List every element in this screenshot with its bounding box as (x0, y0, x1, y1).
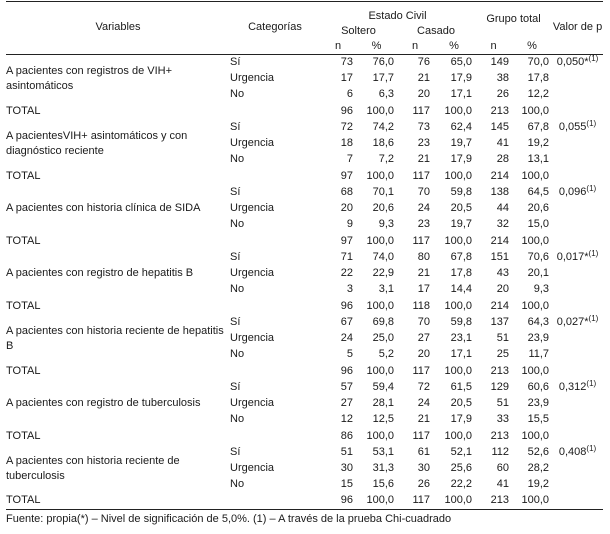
total-total-n: 213 (490, 429, 510, 442)
cell-total-pct: 19,2 (527, 478, 550, 490)
total-soltero-n: 97 (340, 234, 353, 247)
category-label: Urgencia (230, 72, 275, 84)
total-row (6, 168, 603, 185)
cell-total-n: 32 (496, 218, 510, 230)
total-casado-pct: 100,0 (433, 493, 475, 510)
total-label: TOTAL (6, 364, 41, 377)
cell-soltero-pct: 28,1 (372, 397, 394, 409)
cell-total-pct: 20,1 (527, 267, 550, 279)
p-value-note: (1) (586, 183, 597, 193)
cell-total-n: 129 (490, 381, 510, 393)
cell-soltero-n: 15 (340, 478, 353, 490)
total-total-n: 213 (490, 104, 510, 117)
cell-casado-pct: 62,4 (450, 121, 473, 133)
total-p-empty (552, 103, 603, 120)
cell-total-pct: 9,3 (533, 283, 550, 295)
cell-casado-n: 17 (417, 283, 430, 295)
p-value: 0,312 (558, 380, 587, 393)
table-row (6, 55, 603, 71)
cell-total-pct: 52,6 (527, 446, 550, 458)
total-row (6, 298, 603, 315)
cell-soltero-pct: 3,1 (378, 283, 394, 295)
cell-soltero-pct: 17,7 (372, 72, 394, 84)
cell-soltero-n: 67 (340, 316, 353, 328)
p-value: 0,055 (558, 120, 587, 133)
header-casado: Casado (417, 24, 455, 37)
category-label: No (230, 153, 245, 165)
p-value-cell (552, 250, 603, 298)
cell-casado-n: 76 (417, 56, 430, 69)
cell-soltero-n: 7 (346, 153, 353, 165)
cell-casado-n: 21 (417, 413, 430, 425)
total-category-empty (230, 363, 320, 380)
total-casado-n: 117 (412, 104, 430, 117)
cell-soltero-n: 18 (340, 137, 353, 149)
p-value: 0,050* (556, 56, 589, 68)
results-table (6, 1, 603, 510)
category-label: Sí (230, 316, 241, 328)
cell-casado-pct: 65,0 (450, 56, 473, 69)
total-row (6, 103, 603, 120)
cell-casado-n: 21 (417, 153, 430, 165)
cell-total-pct: 17,8 (527, 72, 550, 84)
total-row (6, 363, 603, 380)
p-value: 0,017* (556, 250, 589, 263)
cell-soltero-pct: 31,3 (372, 462, 394, 474)
cell-soltero-pct: 15,6 (372, 478, 394, 490)
cell-soltero-n: 3 (346, 283, 353, 295)
total-total-pct: 100,0 (521, 234, 550, 247)
cell-casado-pct: 20,5 (450, 397, 473, 409)
total-soltero-n: 86 (340, 429, 353, 442)
cell-total-n: 145 (490, 121, 510, 133)
category-label: No (230, 478, 245, 490)
cell-total-pct: 60,6 (527, 381, 550, 393)
cell-total-n: 137 (490, 316, 510, 328)
cell-soltero-n: 17 (340, 72, 353, 84)
cell-casado-n: 73 (417, 121, 430, 133)
total-casado-n: 117 (412, 169, 430, 182)
cell-casado-n: 27 (417, 332, 430, 344)
cell-total-n: 38 (496, 72, 510, 84)
total-total-pct: 100,0 (521, 104, 550, 117)
total-total-pct: 100,0 (521, 169, 550, 182)
category-label: No (230, 88, 245, 100)
cell-casado-n: 61 (417, 446, 430, 458)
header-total-n: n (475, 39, 512, 55)
table-row (6, 445, 603, 461)
table-row (6, 120, 603, 136)
variable-label: A pacientes con historia clínica de SIDA (6, 202, 201, 214)
cell-soltero-n: 24 (340, 332, 353, 344)
p-value-cell (552, 315, 603, 363)
cell-total-pct: 19,2 (527, 137, 550, 149)
p-value-cell (552, 55, 603, 103)
total-total-n: 213 (490, 364, 510, 377)
p-value: 0,027* (556, 315, 589, 328)
category-label: Urgencia (230, 462, 275, 474)
category-label: No (230, 348, 245, 360)
total-casado-pct: 100,0 (444, 104, 473, 117)
cell-soltero-pct: 76,0 (372, 56, 394, 69)
cell-casado-pct: 17,9 (450, 72, 473, 84)
p-value-note: (1) (586, 443, 597, 453)
cell-casado-pct: 14,4 (450, 283, 473, 295)
variable-label: A pacientes con registro de tuberculosis (6, 397, 201, 409)
total-casado-n: 117 (412, 429, 430, 442)
cell-total-pct: 23,9 (527, 397, 550, 409)
total-total-pct: 100,0 (521, 429, 550, 442)
cell-total-n: 25 (496, 348, 510, 360)
category-label: No (230, 283, 245, 295)
total-category-empty (230, 103, 320, 120)
cell-casado-pct: 59,8 (450, 316, 473, 328)
category-label: No (230, 218, 245, 230)
total-casado-pct: 100,0 (444, 429, 473, 442)
results-table-container (6, 1, 603, 510)
total-p-empty (552, 428, 603, 445)
cell-soltero-n: 73 (340, 56, 353, 69)
total-row (6, 428, 603, 445)
cell-total-pct: 12,2 (527, 88, 550, 100)
cell-total-n: 41 (496, 478, 510, 490)
header-soltero-n: n (320, 39, 356, 55)
cell-casado-pct: 61,5 (450, 381, 473, 393)
total-category-empty (230, 493, 320, 510)
cell-soltero-pct: 25,0 (372, 332, 394, 344)
cell-soltero-n: 5 (346, 348, 353, 360)
total-soltero-pct: 100,0 (366, 169, 394, 182)
category-label: Urgencia (230, 332, 275, 344)
category-label: Urgencia (230, 397, 275, 409)
category-label: Sí (230, 121, 241, 133)
cell-soltero-n: 30 (340, 462, 353, 474)
total-soltero-pct: 100,0 (366, 364, 394, 377)
cell-soltero-pct: 20,6 (372, 202, 394, 214)
cell-total-n: 151 (490, 251, 510, 263)
p-value-note: (1) (586, 118, 597, 128)
total-label: TOTAL (6, 169, 41, 182)
header-estado-civil: Estado Civil (320, 2, 475, 24)
cell-casado-n: 30 (417, 462, 430, 474)
cell-casado-pct: 59,8 (450, 186, 473, 198)
total-row (6, 493, 603, 510)
cell-casado-pct: 17,9 (450, 413, 473, 425)
cell-total-pct: 64,5 (527, 186, 550, 198)
total-soltero-n: 96 (320, 493, 356, 510)
cell-casado-pct: 17,1 (450, 88, 473, 100)
cell-total-n: 28 (496, 153, 510, 165)
cell-casado-n: 80 (417, 251, 430, 263)
variable-label: A pacientes con registro de hepatitis B (6, 267, 194, 279)
cell-soltero-n: 71 (340, 251, 353, 263)
cell-soltero-n: 22 (340, 267, 353, 279)
cell-casado-pct: 67,8 (450, 251, 473, 263)
cell-casado-pct: 23,1 (450, 332, 473, 344)
cell-total-pct: 20,6 (527, 202, 550, 214)
category-label: Sí (230, 446, 241, 458)
total-total-pct: 100,0 (521, 299, 550, 312)
cell-soltero-pct: 7,2 (378, 153, 394, 165)
cell-casado-n: 26 (417, 478, 430, 490)
variable-label: A pacientes con historia reciente de tuberculosis (6, 454, 180, 482)
total-label: TOTAL (6, 429, 41, 442)
cell-casado-n: 70 (417, 316, 430, 328)
cell-casado-pct: 19,7 (450, 137, 473, 149)
cell-soltero-n: 57 (340, 381, 353, 393)
total-soltero-n: 96 (340, 104, 353, 117)
total-total-n: 214 (490, 169, 510, 182)
cell-casado-n: 21 (417, 72, 430, 84)
total-soltero-pct: 100,0 (356, 493, 397, 510)
cell-total-pct: 64,3 (527, 316, 550, 328)
cell-soltero-n: 68 (340, 186, 353, 198)
category-label: Urgencia (230, 137, 275, 149)
cell-total-pct: 67,8 (527, 121, 550, 133)
total-category-empty (230, 428, 320, 445)
cell-soltero-pct: 6,3 (378, 88, 394, 100)
cell-casado-pct: 17,9 (450, 153, 473, 165)
cell-total-pct: 70,6 (527, 251, 550, 263)
header-soltero: Soltero (341, 24, 376, 37)
cell-total-pct: 13,1 (527, 153, 550, 165)
category-label: Sí (230, 251, 241, 263)
cell-soltero-pct: 74,2 (372, 121, 394, 133)
total-category-empty (230, 233, 320, 250)
header-grupo-total: Grupo total (475, 2, 552, 39)
cell-total-n: 33 (496, 413, 510, 425)
table-row (6, 380, 603, 396)
cell-casado-pct: 22,2 (450, 478, 473, 490)
cell-soltero-pct: 18,6 (372, 137, 394, 149)
p-value-cell (552, 445, 603, 493)
total-row (6, 233, 603, 250)
table-row (6, 315, 603, 331)
header-soltero-pct: % (356, 39, 397, 55)
cell-total-n: 44 (496, 202, 510, 214)
cell-total-pct: 70,0 (527, 56, 550, 69)
total-p-empty (552, 233, 603, 250)
total-soltero-n: 97 (340, 169, 353, 182)
cell-casado-n: 20 (417, 348, 430, 360)
cell-casado-n: 23 (417, 137, 430, 149)
category-label: Urgencia (230, 267, 275, 279)
p-value-cell (552, 185, 603, 233)
total-casado-n: 117 (397, 493, 433, 510)
cell-total-pct: 23,9 (527, 332, 550, 344)
p-value-note: (1) (586, 378, 597, 388)
cell-total-n: 51 (496, 397, 510, 409)
cell-total-pct: 11,7 (528, 348, 550, 360)
cell-soltero-pct: 5,2 (378, 348, 394, 360)
cell-total-n: 26 (496, 88, 510, 100)
cell-casado-n: 21 (417, 267, 430, 279)
total-total-n: 214 (490, 234, 510, 247)
cell-casado-pct: 17,8 (450, 267, 473, 279)
category-label: Sí (230, 381, 241, 393)
cell-casado-n: 20 (417, 88, 430, 100)
p-value-note: (1) (588, 248, 599, 258)
total-soltero-pct: 100,0 (366, 299, 394, 312)
total-casado-pct: 100,0 (444, 364, 473, 377)
header-casado-n: n (397, 39, 433, 55)
cell-total-n: 43 (496, 267, 510, 279)
total-soltero-pct: 100,0 (366, 234, 394, 247)
cell-soltero-n: 6 (346, 88, 353, 100)
total-soltero-pct: 100,0 (366, 429, 394, 442)
cell-soltero-n: 12 (340, 413, 353, 425)
category-label: Urgencia (230, 202, 275, 214)
category-label: No (230, 413, 245, 425)
total-p-empty (552, 493, 603, 510)
p-value-cell (552, 380, 603, 428)
header-categorias: Categorías (230, 2, 320, 55)
cell-soltero-pct: 12,5 (372, 413, 394, 425)
cell-total-pct: 15,5 (527, 413, 550, 425)
cell-total-n: 51 (496, 332, 510, 344)
total-label: TOTAL (6, 104, 41, 117)
variable-label: A pacientes con registros de VIH+ asintomáticos (6, 64, 173, 92)
cell-total-pct: 15,0 (527, 218, 550, 230)
total-total-pct: 100,0 (521, 364, 550, 377)
p-value-cell (552, 120, 603, 168)
cell-soltero-pct: 22,9 (372, 267, 394, 279)
cell-casado-n: 24 (417, 202, 430, 214)
cell-soltero-pct: 53,1 (372, 446, 394, 458)
cell-casado-n: 23 (417, 218, 430, 230)
total-total-n: 214 (490, 299, 510, 312)
header-casado-pct: % (433, 39, 475, 55)
total-total-n: 213 (475, 493, 512, 510)
cell-casado-n: 70 (417, 186, 430, 198)
cell-total-n: 112 (491, 446, 510, 458)
cell-soltero-pct: 9,3 (378, 218, 394, 230)
p-value-note: (1) (588, 313, 599, 323)
table-row (6, 185, 603, 201)
cell-soltero-pct: 59,4 (372, 381, 394, 393)
cell-casado-pct: 20,5 (450, 202, 473, 214)
total-soltero-n: 96 (340, 299, 353, 312)
cell-total-pct: 28,2 (527, 462, 550, 474)
header-total-pct: % (512, 39, 552, 55)
cell-casado-n: 72 (417, 381, 430, 393)
p-value: 0,408 (558, 445, 587, 458)
cell-soltero-n: 72 (340, 121, 353, 133)
cell-soltero-n: 51 (340, 446, 353, 458)
cell-soltero-n: 9 (346, 218, 353, 230)
cell-soltero-n: 27 (340, 397, 353, 409)
total-category-empty (230, 168, 320, 185)
cell-total-n: 41 (496, 137, 510, 149)
total-p-empty (552, 363, 603, 380)
cell-casado-pct: 17,1 (450, 348, 473, 360)
cell-soltero-pct: 74,0 (372, 251, 394, 263)
p-value-note: (1) (588, 54, 599, 63)
cell-casado-pct: 25,6 (450, 462, 473, 474)
cell-total-n: 149 (490, 56, 510, 69)
cell-total-n: 60 (496, 462, 510, 474)
cell-soltero-n: 20 (340, 202, 353, 214)
total-label: TOTAL (6, 234, 41, 247)
variable-label: A pacientesVIH+ asintomáticos y con diagnóstico reciente (6, 129, 188, 157)
total-casado-n: 117 (412, 234, 430, 247)
total-casado-pct: 100,0 (444, 234, 473, 247)
cell-total-n: 20 (496, 283, 510, 295)
variable-label: A pacientes con historia reciente de hepatitis B (6, 324, 224, 352)
cell-casado-n: 24 (417, 397, 430, 409)
total-total-pct: 100,0 (512, 493, 552, 510)
category-label: Sí (230, 56, 241, 69)
cell-soltero-pct: 70,1 (372, 186, 394, 198)
total-label: TOTAL (6, 299, 41, 312)
header-variables: Variables (6, 2, 230, 55)
total-casado-pct: 100,0 (444, 299, 473, 312)
table-footnote: Fuente: propia(*) – Nivel de significación de 5,0%. (1) – A través de la prueba Chi-cuadrado (6, 513, 452, 525)
total-casado-pct: 100,0 (444, 169, 473, 182)
header-valor-p: Valor de p (552, 2, 603, 55)
cell-total-n: 138 (490, 186, 510, 198)
cell-casado-pct: 52,1 (450, 446, 473, 458)
total-soltero-pct: 100,0 (366, 104, 394, 117)
total-p-empty (552, 168, 603, 185)
total-soltero-n: 96 (340, 364, 353, 377)
category-label: Sí (230, 186, 241, 198)
cell-casado-pct: 19,7 (450, 218, 473, 230)
total-category-empty (230, 298, 320, 315)
total-label: TOTAL (6, 493, 230, 510)
results-table-body (6, 55, 603, 510)
cell-soltero-pct: 69,8 (372, 316, 394, 328)
total-casado-n: 118 (412, 299, 430, 312)
total-casado-n: 117 (412, 364, 430, 377)
total-p-empty (552, 298, 603, 315)
table-row (6, 250, 603, 266)
p-value: 0,096 (558, 185, 587, 198)
